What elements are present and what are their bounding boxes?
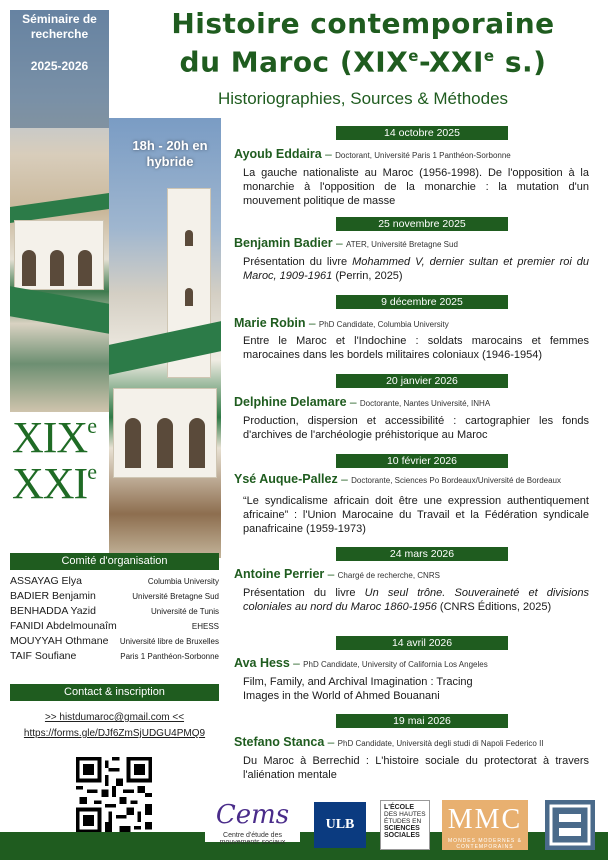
- session-date: 24 mars 2026: [336, 547, 508, 561]
- session-time: 18h - 20h en hybride: [132, 138, 208, 169]
- session-speaker: Marie Robin – PhD Candidate, Columbia University: [234, 316, 449, 330]
- qr-code-icon[interactable]: [76, 757, 152, 833]
- session-date: 14 avril 2026: [336, 636, 508, 650]
- ehess-logo: L'ÉCOLE DES HAUTES ÉTUDES EN SCIENCES SOCIALES: [380, 800, 430, 850]
- session-date: 14 octobre 2025: [336, 126, 508, 140]
- committee-member: BADIER Benjamin Université Bretagne Sud: [10, 590, 219, 602]
- committee-header: Comité d'organisation: [10, 553, 219, 570]
- centuries-block: [10, 415, 109, 555]
- minaret-photo: [109, 118, 221, 558]
- session-date: 10 février 2026: [336, 454, 508, 468]
- century-21: XXIe: [12, 459, 96, 508]
- committee-member: MOUYYAH Othmane Université libre de Bruxelles: [10, 635, 219, 647]
- seminar-badge: [10, 10, 109, 128]
- session-talk: Du Maroc à Berrechid : L'histoire sociale du protectorat à travers l'aliénation mentale: [243, 755, 589, 781]
- title-line-1: Histoire contemporaine: [171, 7, 555, 40]
- session-talk: Présentation du livre Un seul trône. Souveraineté et divisions coloniales au nord du Maroc 1860-1956 (CNRS Éditions, 2025): [243, 587, 589, 613]
- omam-emblem-icon: [545, 800, 595, 850]
- session-date: 20 janvier 2026: [336, 374, 508, 388]
- session-speaker: Delphine Delamare – Doctorante, Nantes Université, INHA: [234, 395, 491, 409]
- mmc-logo: MMC MONDES MODERNES & CONTEMPORAINS: [442, 800, 528, 850]
- page-title: [128, 8, 598, 78]
- session-speaker: Ysé Auque-Pallez – Doctorante, Sciences Po Bordeaux/Université de Bordeaux: [234, 472, 561, 486]
- session-speaker: Ava Hess – PhD Candidate, University of California Los Angeles: [234, 656, 488, 670]
- page-subtitle: Historiographies, Sources & Méthodes: [217, 89, 509, 108]
- session-talk: Entre le Maroc et l'Indochine : soldats marocains et femmes marocaines dans les bordels militaires coloniaux (1946-1954): [243, 335, 589, 361]
- registration-form-link[interactable]: https://forms.gle/DJf6ZmSjUDGU4PMQ9: [23, 728, 206, 739]
- session-date: 9 décembre 2025: [336, 295, 508, 309]
- century-19: XIXe: [12, 413, 96, 462]
- session-date: 19 mai 2026: [336, 714, 508, 728]
- committee-member: BENHADDA Yazid Université de Tunis: [10, 605, 219, 617]
- session-date: 25 novembre 2025: [336, 217, 508, 231]
- session-speaker: Stefano Stanca – PhD Candidate, Università degli studi di Napoli Federico II: [234, 735, 544, 749]
- session-talk: “Le syndicalisme africain doit être une expression authentiquement africaine” : l'Union Marocaine du Travail et la Fédération syndicale panafricaine (1959-1973): [243, 495, 589, 535]
- contact-header: Contact & inscription: [10, 684, 219, 701]
- committee-member: FANIDI Abdelmounaîm EHESS: [10, 620, 219, 632]
- session-talk: Production, dispersion et accessibilité : cartographier les fonds d'archives de l'archéologie préhistorique au Maroc: [243, 415, 589, 441]
- committee-member: TAIF Soufiane Paris 1 Panthéon-Sorbonne: [10, 650, 219, 662]
- session-talk: La gauche nationaliste au Maroc (1956-1998). De l'opposition à la monarchie à l'opposition de la monarchie : la mutation d'un mouvement politique de masse: [243, 167, 589, 207]
- seminar-year: 2025-2026: [30, 59, 89, 73]
- session-speaker: Antoine Perrier – Chargé de recherche, CNRS: [234, 567, 440, 581]
- cems-logo: Cems Centre d'étude des mouvements sociaux: [205, 802, 300, 842]
- session-speaker: Benjamin Badier – ATER, Université Bretagne Sud: [234, 236, 458, 250]
- contact-email-link[interactable]: >> histdumaroc@gmail.com <<: [44, 712, 185, 723]
- committee-list: [10, 574, 219, 664]
- session-speaker: Ayoub Eddaira – Doctorant, Université Paris 1 Panthéon-Sorbonne: [234, 147, 511, 161]
- title-line-2: du Maroc (XIXe-XXIe s.): [179, 45, 547, 79]
- omam-logo: [545, 800, 595, 850]
- session-talk: Film, Family, and Archival Imagination : Tracing Images in the World of Ahmed Bouanani: [243, 676, 473, 702]
- ulb-logo: ULB: [314, 802, 366, 848]
- seminar-label: Séminaire de recherche: [22, 12, 97, 41]
- committee-member: ASSAYAG Elya Columbia University: [10, 575, 219, 587]
- session-talk: Présentation du livre Mohammed V, dernier sultan et premier roi du Maroc, 1909-1961 (Perrin, 2025): [243, 256, 590, 282]
